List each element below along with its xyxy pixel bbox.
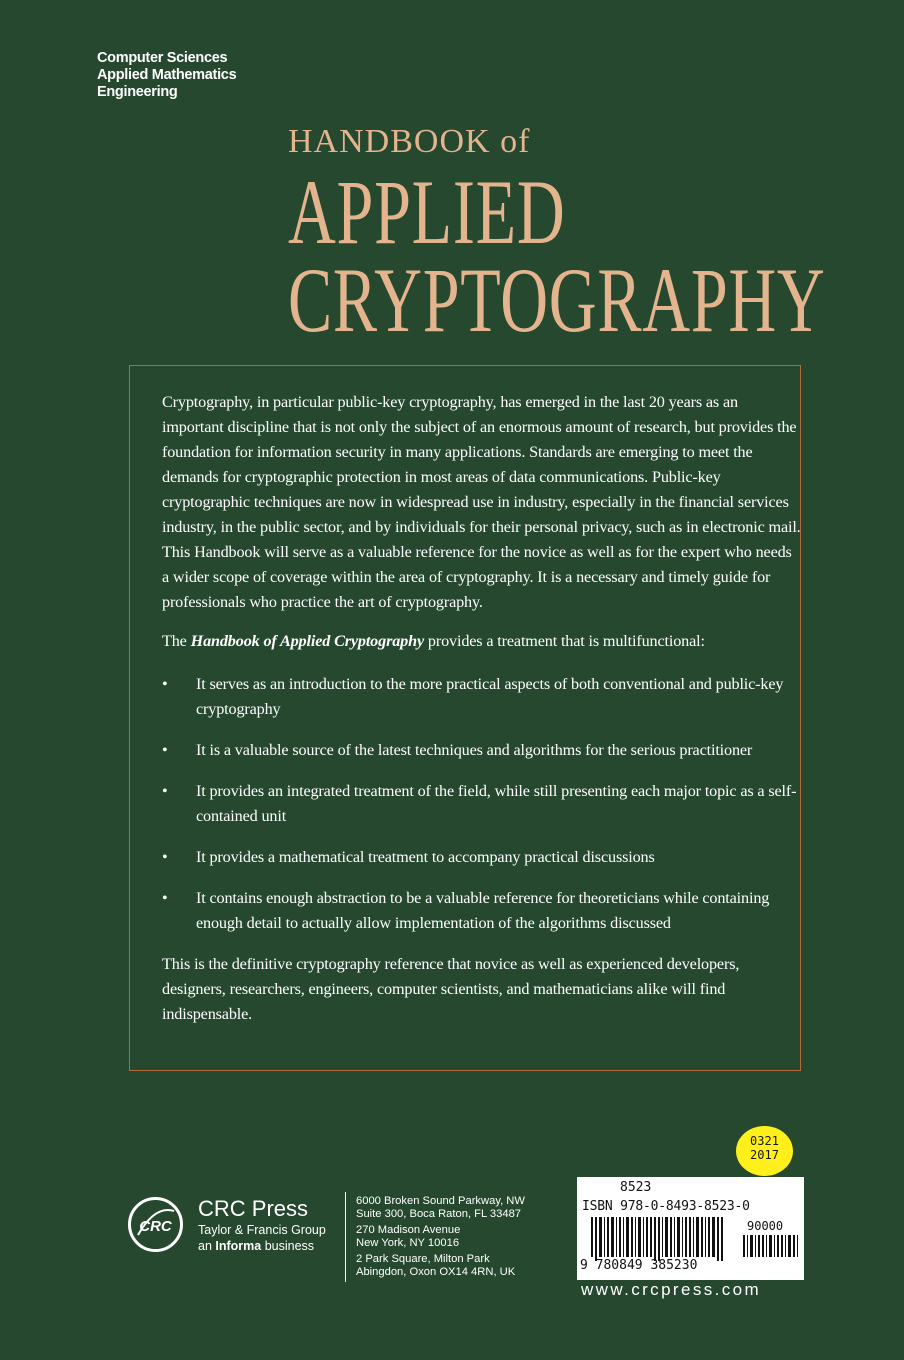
publisher-divider <box>345 1192 346 1282</box>
feature-list-item <box>162 738 802 763</box>
address-line: 270 Madison Avenue <box>356 1224 461 1237</box>
title-line-handbook <box>288 122 904 162</box>
address-line: Suite 300, Boca Raton, FL 33487 <box>356 1207 522 1220</box>
description-closing: This is the definitive cryptography reference that novice as well as experienced developers, designers, researchers, engineers, computer scientists, and mathematicians alike will find indispensable. <box>162 955 740 1023</box>
subject-applied-mathematics: Applied Mathematics <box>97 67 237 83</box>
bullet-icon: • <box>162 848 168 866</box>
sticker-line-1: 0321 <box>750 1134 779 1148</box>
title-line-cryptography: CRYPTOGRAPHY <box>288 249 826 351</box>
feature-list-item <box>162 672 802 722</box>
feature-list-item <box>162 779 802 829</box>
crc-logo-icon <box>128 1197 183 1252</box>
publisher-group: Taylor & Francis Group <box>198 1223 326 1237</box>
informa-suffix: business <box>264 1239 315 1253</box>
crc-logo-text: CRC <box>139 1218 172 1235</box>
title-of-word: of <box>500 123 531 160</box>
bullet-icon: • <box>162 782 168 800</box>
barcode-panel <box>577 1177 804 1280</box>
intro-prefix: The <box>162 632 187 650</box>
date-sticker <box>736 1126 793 1176</box>
publisher-informa <box>198 1238 326 1254</box>
bullet-icon: • <box>162 675 168 693</box>
barcode-price-code: 90000 <box>747 1219 784 1233</box>
intro-book-title: Handbook of Applied Cryptography <box>190 632 424 650</box>
address-new-york <box>356 1224 525 1249</box>
bullet-icon: • <box>162 889 168 907</box>
book-title <box>288 122 904 351</box>
informa-prefix: an <box>198 1239 212 1253</box>
feature-list <box>162 672 802 936</box>
publisher-block <box>198 1196 326 1254</box>
publisher-addresses <box>356 1195 525 1283</box>
isbn-number: ISBN 978-0-8493-8523-0 <box>582 1199 750 1214</box>
feature-text: It provides a mathematical treatment to accompany practical discussions <box>196 848 655 866</box>
address-line: 6000 Broken Sound Parkway, NW <box>356 1195 525 1207</box>
intro-suffix: provides a treatment that is multifunctional: <box>427 632 705 650</box>
publisher-name: CRC Press <box>198 1196 309 1221</box>
address-abingdon <box>356 1253 525 1278</box>
description-intro <box>162 629 802 654</box>
barcode-top-code: 8523 <box>620 1180 652 1195</box>
description-paragraph-1: Cryptography, in particular public-key cryptography, has emerged in the last 20 years as an important discipline that is not only the subject of an enormous amount of research, but provides the foundation for information security in many applications. Standards are emerging to meet the demands for cryptographic protection in most areas of data communications. Public-key cryptographic techniques are now in widespread use in industry, especially in the financial services industry, in the public sector, and by individuals for their personal privacy, such as in electronic mail. This Handbook will serve as a valuable reference for the novice as well as for the expert who needs a wider scope of coverage within the area of cryptography. It is a necessary and timely guide for professionals who practice the art of cryptography. <box>162 393 801 611</box>
subject-categories <box>97 50 236 101</box>
description-text <box>162 390 802 1041</box>
feature-text: It is a valuable source of the latest techniques and algorithms for the serious practitioner <box>196 741 753 759</box>
feature-list-item <box>162 886 802 936</box>
sticker-line-2: 2017 <box>750 1148 779 1162</box>
address-boca-raton <box>356 1195 525 1220</box>
subject-engineering: Engineering <box>97 84 178 100</box>
feature-text: It contains enough abstraction to be a valuable reference for theoreticians while containing enough detail to actually allow implementation of the algorithms discussed <box>196 889 770 932</box>
address-line: 2 Park Square, Milton Park <box>356 1253 490 1266</box>
subject-computer-sciences: Computer Sciences <box>97 50 228 66</box>
bullet-icon: • <box>162 741 168 759</box>
address-line: New York, NY 10016 <box>356 1236 460 1249</box>
feature-text: It serves as an introduction to the more practical aspects of both conventional and public-key cryptography <box>196 675 784 718</box>
ean-number: 9 780849 385230 <box>580 1258 698 1273</box>
description-box <box>129 365 801 1071</box>
address-line: Abingdon, Oxon OX14 4RN, UK <box>356 1265 516 1278</box>
feature-list-item <box>162 845 802 870</box>
publisher-website[interactable]: www.crcpress.com <box>581 1280 762 1299</box>
feature-text: It provides an integrated treatment of the field, while still presenting each major topic as a self-contained unit <box>196 782 797 825</box>
title-line-applied: APPLIED <box>288 161 566 263</box>
title-handbook-word: HANDBOOK <box>288 123 491 160</box>
informa-name: Informa <box>215 1239 262 1253</box>
